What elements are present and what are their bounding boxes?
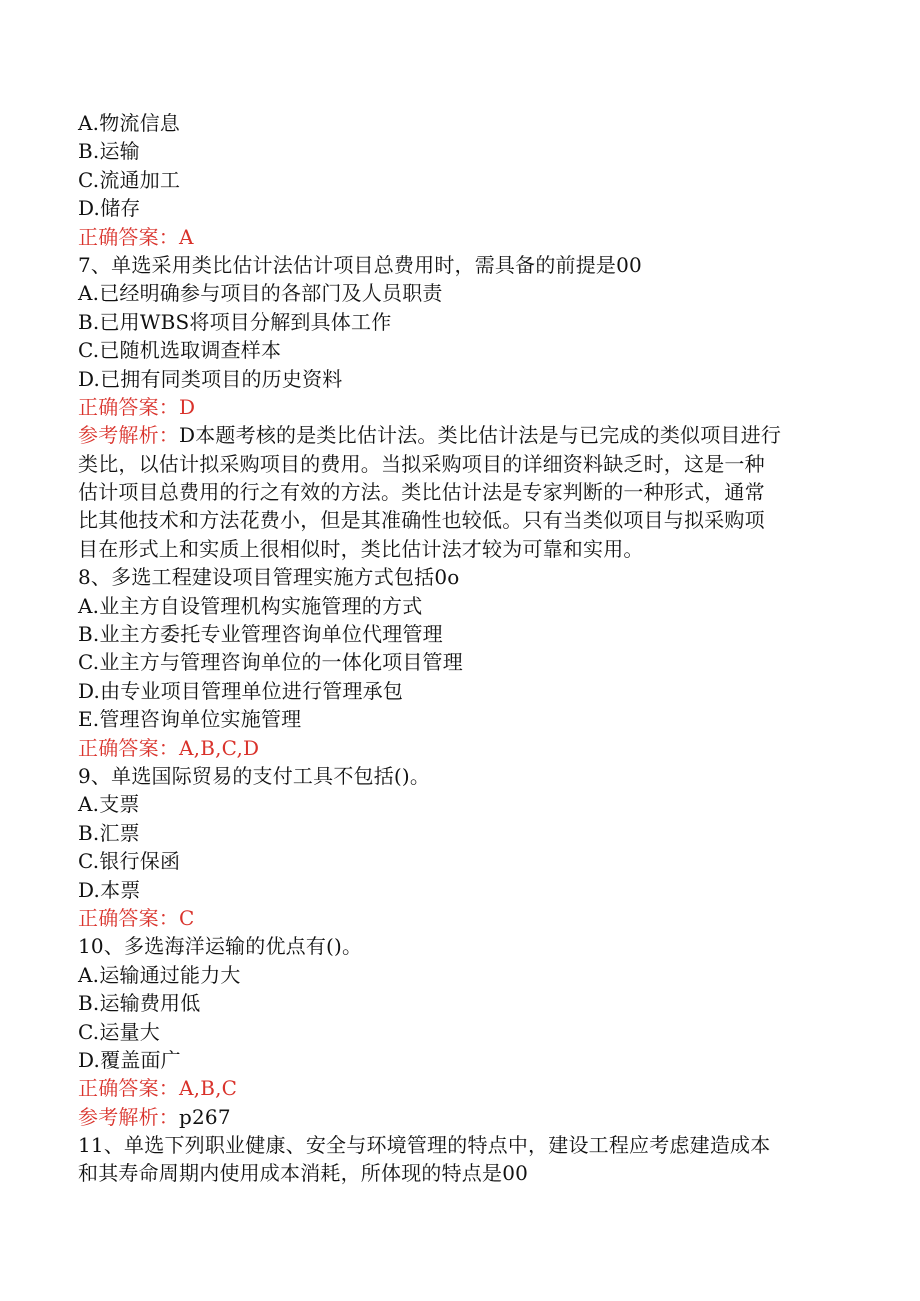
option: A.已经明确参与项目的各部门及人员职责 <box>78 281 443 306</box>
analysis-label: 参考解析： <box>78 423 179 448</box>
answer-label: 正确答案： <box>78 394 179 419</box>
option: D.由专业项目管理单位进行管理承包 <box>78 678 404 703</box>
option: C.流通加工 <box>78 167 181 192</box>
analysis-paragraph <box>78 421 838 563</box>
answer-value: A,B,C <box>179 1076 238 1101</box>
analysis-line: 目在形式上和实质上很相似时，类比估计法才较为可靠和实用。 <box>78 536 644 561</box>
question-title: 9、单选国际贸易的支付工具不包括()。 <box>78 763 431 788</box>
question-title: 11、单选下列职业健康、安全与环境管理的特点中，建设工程应考虑建造成本 <box>78 1133 771 1158</box>
option: D.覆盖面广 <box>78 1047 181 1072</box>
question-title: 7、单选采用类比估计法估计项目总费用时，需具备的前提是00 <box>78 252 642 277</box>
analysis-text: p267 <box>179 1104 231 1129</box>
option: A.物流信息 <box>78 111 181 135</box>
option: E.管理咨询单位实施管理 <box>78 707 302 732</box>
option: D.储存 <box>78 196 141 221</box>
option: B.运输 <box>78 139 140 164</box>
option: C.运量大 <box>78 1019 160 1044</box>
option: C.已随机选取调查样本 <box>78 338 282 363</box>
option: A.运输通过能力大 <box>78 962 241 987</box>
question-title: 8、多选工程建设项目管理实施方式包括0o <box>78 565 460 590</box>
option: A.业主方自设管理机构实施管理的方式 <box>78 593 423 618</box>
option: A.支票 <box>78 792 140 817</box>
correct-answer <box>78 904 838 932</box>
answer-value: C <box>179 905 195 930</box>
answer-label: 正确答案： <box>78 905 179 930</box>
analysis-line: 估计项目总费用的行之有效的方法。类比估计法是专家判断的一种形式，通常 <box>78 480 765 505</box>
analysis-text: D本题考核的是类比估计法。类比估计法是与已完成的类似项目进行 <box>179 423 782 448</box>
correct-answer <box>78 734 838 762</box>
correct-answer <box>78 223 838 251</box>
option: B.业主方委托专业管理咨询单位代理管理 <box>78 622 443 647</box>
question-title: 10、多选海洋运输的优点有()。 <box>78 934 363 959</box>
option: B.汇票 <box>78 820 140 845</box>
question-title-continued: 和其寿命周期内使用成本消耗，所体现的特点是00 <box>78 1161 529 1186</box>
document-page <box>78 109 838 1188</box>
answer-value: A,B,C,D <box>179 735 260 760</box>
answer-label: 正确答案： <box>78 735 179 760</box>
analysis-line <box>78 421 838 449</box>
analysis-label: 参考解析： <box>78 1104 179 1129</box>
answer-label: 正确答案： <box>78 1076 179 1101</box>
option: C.业主方与管理咨询单位的一体化项目管理 <box>78 650 463 675</box>
option: D.已拥有同类项目的历史资料 <box>78 366 343 391</box>
option: B.已用WBS将项目分解到具体工作 <box>78 309 392 334</box>
analysis-line: 类比，以估计拟采购项目的费用。当拟采购项目的详细资料缺乏时，这是一种 <box>78 451 765 476</box>
answer-value: A <box>179 224 194 249</box>
correct-answer <box>78 1074 838 1102</box>
option: D.本票 <box>78 877 141 902</box>
correct-answer <box>78 393 838 421</box>
analysis-line: 比其他技术和方法花费小，但是其准确性也较低。只有当类似项目与拟采购项 <box>78 508 765 533</box>
answer-label: 正确答案： <box>78 224 179 249</box>
option: C.银行保函 <box>78 849 181 874</box>
answer-value: D <box>179 394 196 419</box>
option: B.运输费用低 <box>78 991 201 1016</box>
analysis-line <box>78 1103 838 1131</box>
